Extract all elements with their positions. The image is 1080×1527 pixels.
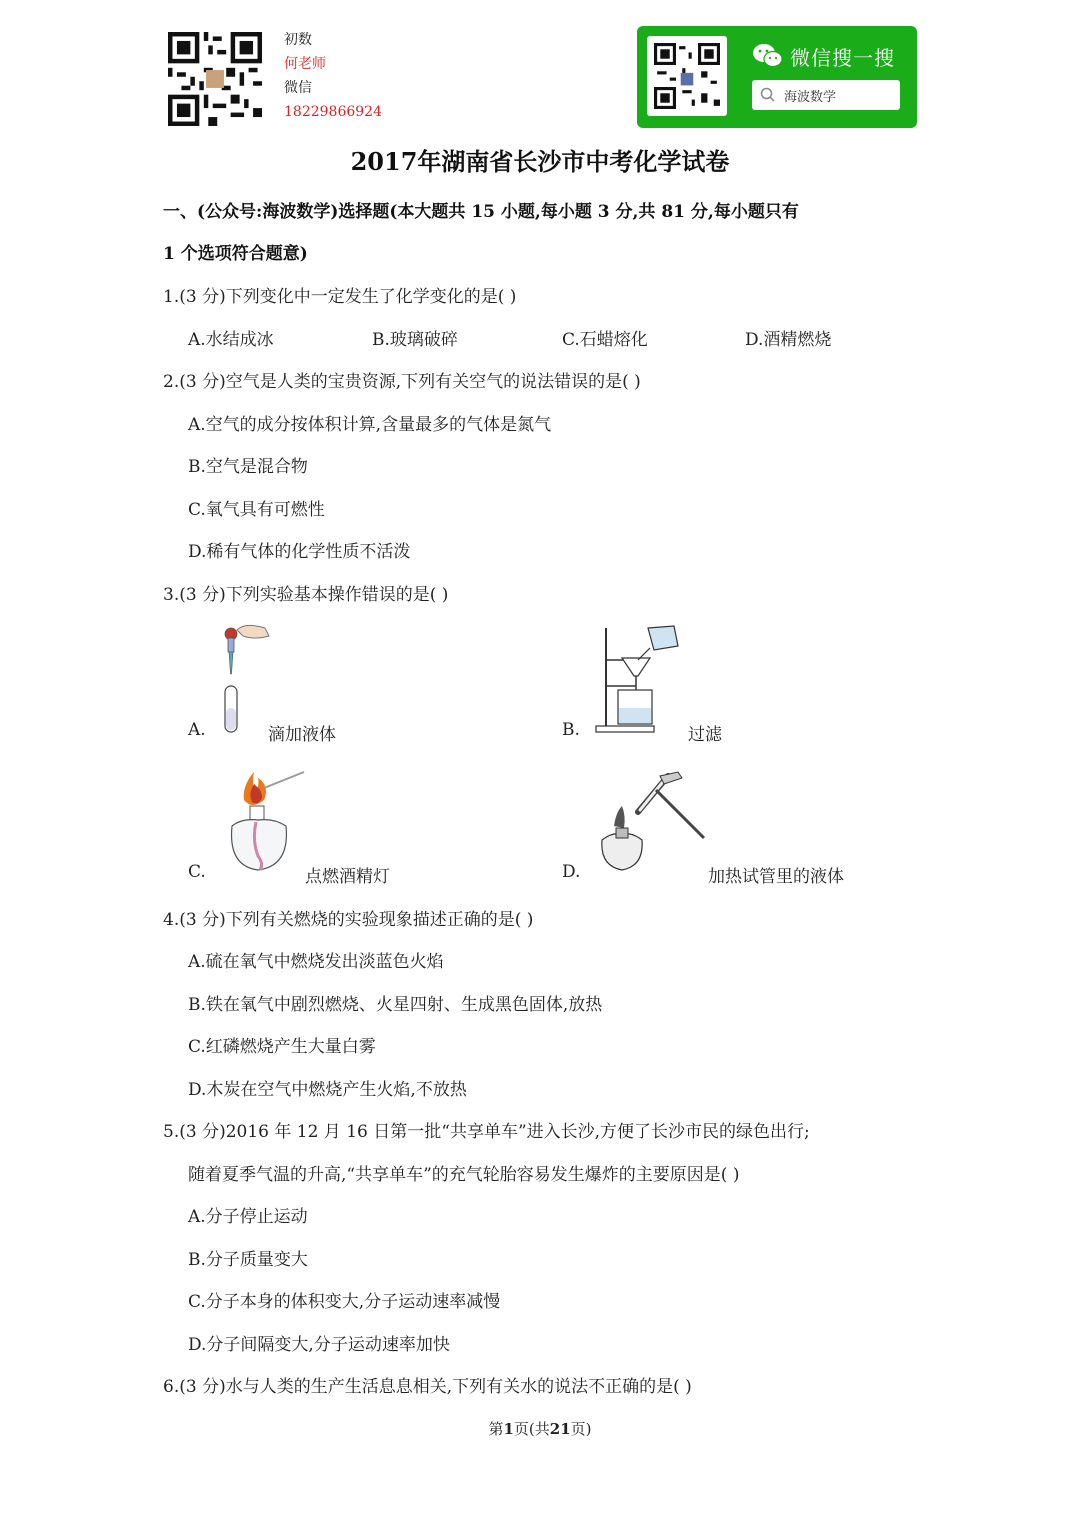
filtration-illustration [592, 622, 688, 736]
question-3-option-c-text: 点燃酒精灯 [305, 867, 390, 887]
question-3-option-d-text: 加热试管里的液体 [708, 867, 844, 887]
question-2-option-a: A.空气的成分按体积计算,含量最多的气体是氮气 [188, 415, 552, 435]
wechat-icon [752, 42, 784, 70]
contact-line-teacher: 何老师 [284, 56, 326, 72]
search-icon [760, 87, 776, 103]
contact-line-subject: 初数 [284, 32, 312, 48]
section-heading-line2: 1 个选项符合题意) [163, 244, 308, 264]
dropper-illustration [215, 622, 271, 734]
section-heading-line1: 一、(公众号:海波数学)选择题(本大题共 15 小题,每小题 3 分,共 81 分,每小题只有 [163, 202, 799, 222]
question-5-option-b: B.分子质量变大 [188, 1250, 308, 1270]
footer-mid: 页(共 [513, 1420, 550, 1438]
exam-title: 2017年湖南省长沙市中考化学试卷 [350, 147, 730, 176]
question-1-stem: 1.(3 分)下列变化中一定发生了化学变化的是( ) [163, 287, 517, 307]
question-3-stem: 3.(3 分)下列实验基本操作错误的是( ) [163, 585, 449, 605]
question-3-option-d-label: D. [562, 862, 581, 882]
wechat-search-query: 海波数学 [784, 90, 837, 105]
question-4-option-c: C.红磷燃烧产生大量白雾 [188, 1037, 376, 1057]
question-3-option-a-label: A. [188, 720, 206, 740]
question-3-option-a-text: 滴加液体 [268, 725, 336, 745]
question-2-option-c: C.氧气具有可燃性 [188, 500, 325, 520]
question-2-stem: 2.(3 分)空气是人类的宝贵资源,下列有关空气的说法错误的是( ) [163, 372, 641, 392]
footer-prefix: 第 [488, 1420, 504, 1438]
question-1-option-b: B.玻璃破碎 [372, 330, 458, 350]
alcohol-lamp-illustration [218, 766, 308, 878]
question-3-option-c-label: C. [188, 862, 206, 882]
question-4-option-a: A.硫在氧气中燃烧发出淡蓝色火焰 [188, 952, 444, 972]
question-5-option-d: D.分子间隔变大,分子运动速率加快 [188, 1335, 450, 1355]
footer-total-pages: 21 [549, 1420, 571, 1438]
qr-code-right [654, 43, 720, 109]
question-5-stem: 5.(3 分)2016 年 12 月 16 日第一批“共享单车”进入长沙,方便了长沙市民的绿色出行; [163, 1122, 810, 1142]
question-4-stem: 4.(3 分)下列有关燃烧的实验现象描述正确的是( ) [163, 910, 534, 930]
question-3-option-b-label: B. [562, 720, 580, 740]
question-1-option-d: D.酒精燃烧 [745, 330, 832, 350]
question-4-option-d: D.木炭在空气中燃烧产生火焰,不放热 [188, 1080, 467, 1100]
question-5-option-a: A.分子停止运动 [188, 1207, 308, 1227]
heating-test-tube-illustration [594, 766, 710, 878]
question-5-stem-line2: 随着夏季气温的升高,“共享单车”的充气轮胎容易发生爆炸的主要原因是( ) [188, 1165, 740, 1185]
question-2-option-b: B.空气是混合物 [188, 457, 308, 477]
question-3-option-b-text: 过滤 [688, 725, 722, 745]
question-6-stem: 6.(3 分)水与人类的生产生活息息相关,下列有关水的说法不正确的是( ) [163, 1377, 692, 1397]
question-5-option-c: C.分子本身的体积变大,分子运动速率减慢 [188, 1292, 501, 1312]
question-1-option-a: A.水结成冰 [188, 330, 274, 350]
contact-line-phone: 18229866924 [284, 104, 382, 120]
page-footer [0, 1418, 1080, 1439]
contact-line-wechat-label: 微信 [284, 80, 312, 96]
footer-suffix: 页) [570, 1420, 592, 1438]
question-4-option-b: B.铁在氧气中剧烈燃烧、火星四射、生成黑色固体,放热 [188, 995, 603, 1015]
question-1-option-c: C.石蜡熔化 [562, 330, 648, 350]
wechat-search-title: 微信搜一搜 [790, 46, 895, 70]
qr-code-left [168, 32, 262, 126]
footer-page-number: 1 [503, 1420, 514, 1438]
question-2-option-d: D.稀有气体的化学性质不活泼 [188, 542, 411, 562]
contact-info [284, 28, 382, 124]
